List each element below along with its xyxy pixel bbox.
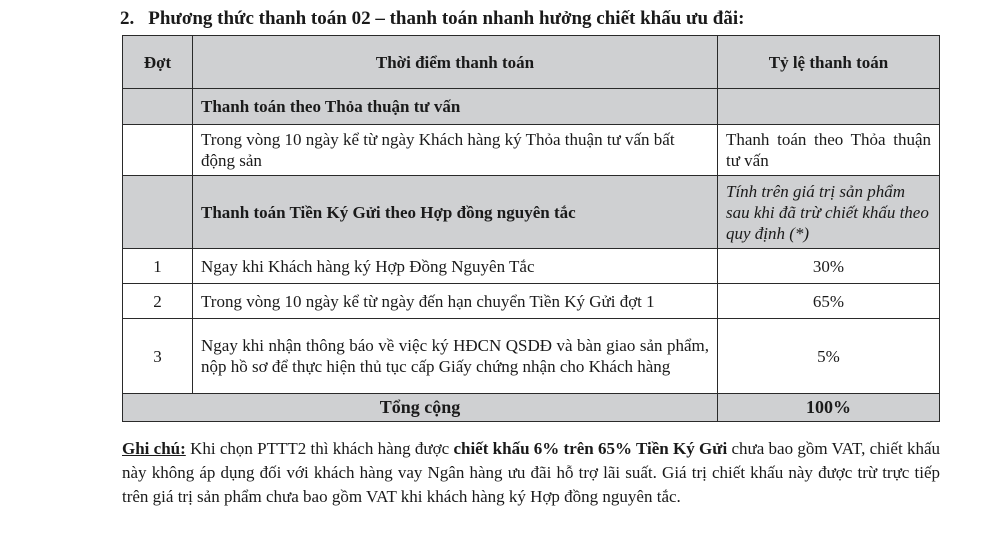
row-rate: Thanh toán theo Thỏa thuận tư vấn	[718, 125, 940, 176]
row-dot: 3	[123, 319, 193, 394]
section-title-deposit: Thanh toán Tiền Ký Gửi theo Hợp đồng nguyên tắc	[193, 176, 718, 249]
table-row	[123, 125, 940, 176]
row-time: Trong vòng 10 ngày kể từ ngày đến hạn chuyển Tiền Ký Gửi đợt 1	[193, 284, 718, 319]
note-label: Ghi chú:	[122, 439, 186, 458]
section-title-consulting: Thanh toán theo Thỏa thuận tư vấn	[193, 89, 718, 125]
section-dot-cell	[123, 89, 193, 125]
section-title: Phương thức thanh toán 02 – thanh toán nhanh hưởng chiết khấu ưu đãi:	[148, 8, 745, 29]
row-dot	[123, 125, 193, 176]
row-dot: 1	[123, 249, 193, 284]
payment-schedule-table	[122, 35, 940, 422]
row-rate: 5%	[718, 319, 940, 394]
section-row-consulting	[123, 89, 940, 125]
note-bold-text: chiết khấu 6% trên 65% Tiền Ký Gửi	[453, 439, 728, 458]
header-dot: Đợt	[123, 36, 193, 89]
section-rate-cell	[718, 89, 940, 125]
total-rate: 100%	[718, 394, 940, 422]
total-label: Tổng cộng	[123, 394, 718, 422]
row-time: Ngay khi Khách hàng ký Hợp Đồng Nguyên Tắc	[193, 249, 718, 284]
section-number: 2.	[120, 8, 135, 29]
note-paragraph	[122, 437, 940, 509]
section-dot-cell	[123, 176, 193, 249]
table-header-row	[123, 36, 940, 89]
table-row	[123, 249, 940, 284]
section-row-deposit	[123, 176, 940, 249]
row-rate: 30%	[718, 249, 940, 284]
note-text-before: Khi chọn PTTT2 thì khách hàng được	[185, 439, 454, 458]
row-time: Ngay khi nhận thông báo về việc ký HĐCN QSDĐ và bàn giao sản phẩm, nộp hồ sơ để thực hiện thủ tục cấp Giấy chứng nhận cho Khách hàng	[193, 319, 718, 394]
row-rate: 65%	[718, 284, 940, 319]
row-dot: 2	[123, 284, 193, 319]
table-row	[123, 319, 940, 394]
table-row	[123, 284, 940, 319]
total-row	[123, 394, 940, 422]
header-payment-rate: Tỷ lệ thanh toán	[718, 36, 940, 89]
row-time: Trong vòng 10 ngày kể từ ngày Khách hàng ký Thỏa thuận tư vấn bất động sản	[193, 125, 718, 176]
header-payment-time: Thời điểm thanh toán	[193, 36, 718, 89]
note-text-after: chưa bao gồm VAT, chiết khấu này không áp dụng đối với khách hàng vay Ngân hàng ưu đãi hỗ trợ lãi suất. Giá trị chiết khấu này được trừ trực tiếp trên giá trị sản phẩm chưa bao gồm VAT khi khách hàng ký Hợp đồng nguyên tắc.	[122, 439, 940, 506]
section-heading	[120, 8, 744, 30]
section-rate-note: Tính trên giá trị sản phẩm sau khi đã trừ chiết khấu theo quy định (*)	[718, 176, 940, 249]
